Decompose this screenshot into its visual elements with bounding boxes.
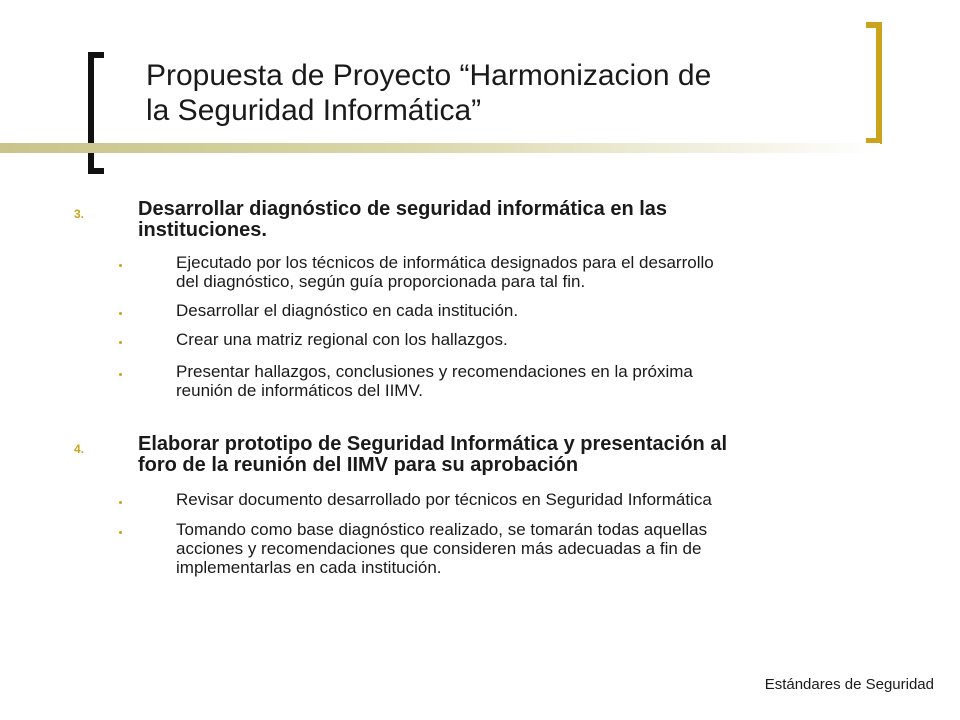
bullet-dot-icon xyxy=(119,501,122,504)
slide-title-line1: Propuesta de Proyecto “Harmonizacion de xyxy=(146,59,712,92)
item-heading-line1: Desarrollar diagnóstico de seguridad informática en las xyxy=(138,198,668,220)
item-heading xyxy=(138,434,858,476)
bullet-line: del diagnóstico, según guía proporcionada para tal fin. xyxy=(176,272,586,291)
bullet-line: Ejecutado por los técnicos de informática designados para el desarrollo xyxy=(176,253,714,272)
bullet-dot-icon xyxy=(119,531,122,534)
bullet-line: Crear una matriz regional con los hallazgos. xyxy=(176,330,508,349)
bullet-line: Presentar hallazgos, conclusiones y recomendaciones en la próxima xyxy=(176,362,693,381)
item-heading-line1: Elaborar prototipo de Seguridad Informática y presentación al xyxy=(138,433,728,455)
bullet-dot-icon xyxy=(119,341,122,344)
bullet-line: acciones y recomendaciones que consideren más adecuadas a fin de xyxy=(176,539,702,558)
bullet-line: Desarrollar el diagnóstico en cada institución. xyxy=(176,301,519,320)
bullet-line: reunión de informáticos del IIMV. xyxy=(176,381,423,400)
item-number: 3. xyxy=(74,207,85,221)
bullet-dot-icon xyxy=(119,312,122,315)
bullet-dot-icon xyxy=(119,264,122,267)
bullet-dot-icon xyxy=(119,373,122,376)
item-number: 4. xyxy=(74,442,85,456)
footer-text: Estándares de Seguridad xyxy=(764,676,934,693)
item-heading xyxy=(138,199,858,241)
bullet-line: Tomando como base diagnóstico realizado, se tomarán todas aquellas xyxy=(176,520,708,539)
item-heading-line2: foro de la reunión del IIMV para su aprobación xyxy=(138,454,579,476)
slide-title-line2: la Seguridad Informática” xyxy=(146,94,482,127)
bullet-line: implementarlas en cada institución. xyxy=(176,558,442,577)
item-heading-line2: instituciones. xyxy=(138,219,267,241)
bullet-line: Revisar documento desarrollado por técnicos en Seguridad Informática xyxy=(176,490,712,509)
